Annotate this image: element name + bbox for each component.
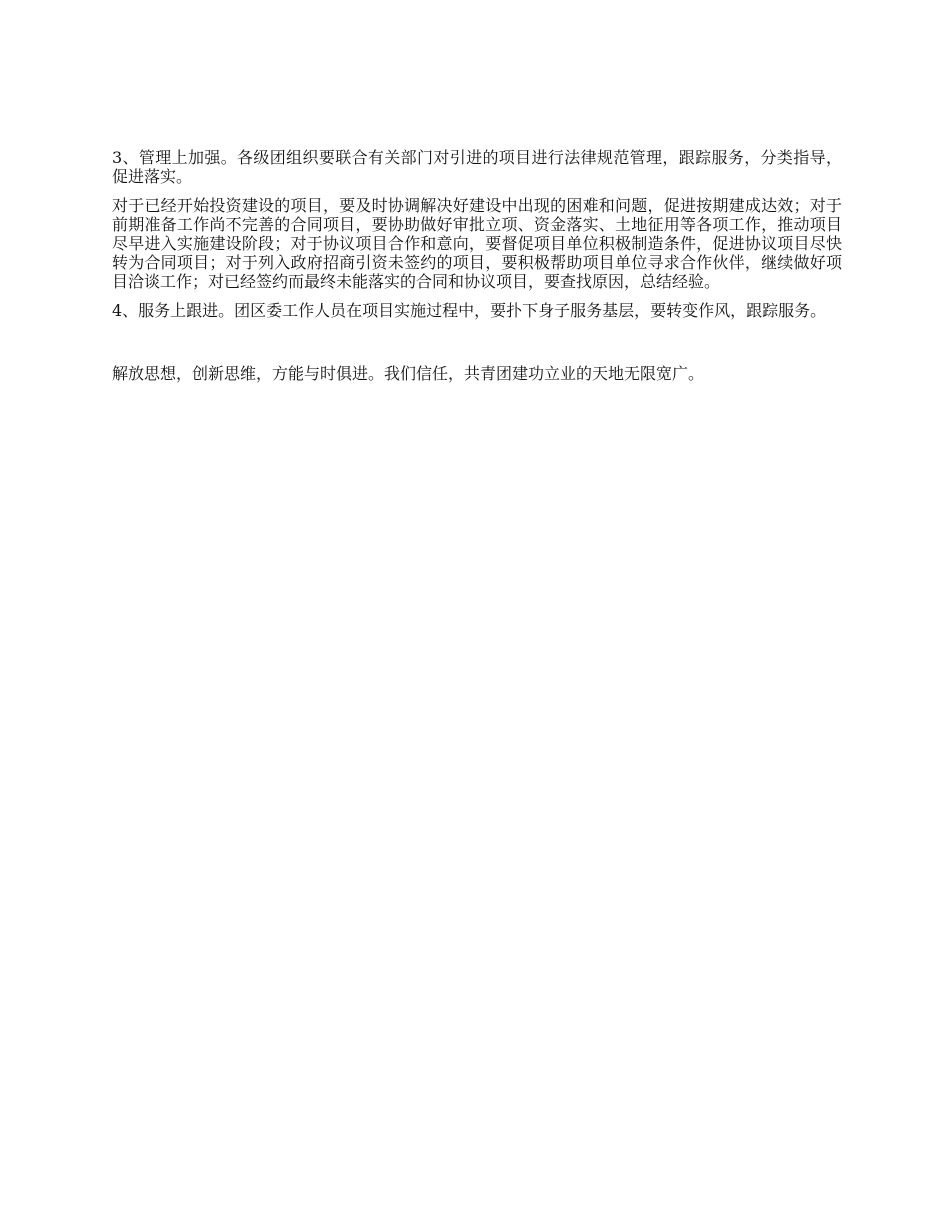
paragraph-conclusion: 解放思想，创新思维，方能与时俱进。我们信任，共青团建功立业的天地无限宽广。	[112, 364, 705, 383]
document-body	[112, 148, 842, 393]
paragraph-service: 4、服务上跟进。团区委工作人员在项目实施过程中，要扑下身子服务基层，要转变作风，跟踪服务。	[112, 301, 827, 320]
paragraph-management: 3、管理上加强。各级团组织要联合有关部门对引进的项目进行法律规范管理，跟踪服务，分类指导，促进落实。	[112, 148, 842, 186]
paragraph-spacer	[112, 330, 842, 364]
paragraph-project-followup: 对于已经开始投资建设的项目，要及时协调解决好建设中出现的困难和问题，促进按期建成达效；对于前期准备工作尚不完善的合同项目，要协助做好审批立项、资金落实、土地征用等各项工作，推动项目尽早进入实施建设阶段；对于协议项目合作和意向，要督促项目单位积极制造条件，促进协议项目尽快转为合同项目；对于列入政府招商引资未签约的项目，要积极帮助项目单位寻求合作伙伴，继续做好项目洽谈工作；对已经签约而最终未能落实的合同和协议项目，要查找原因，总结经验。	[112, 196, 842, 291]
